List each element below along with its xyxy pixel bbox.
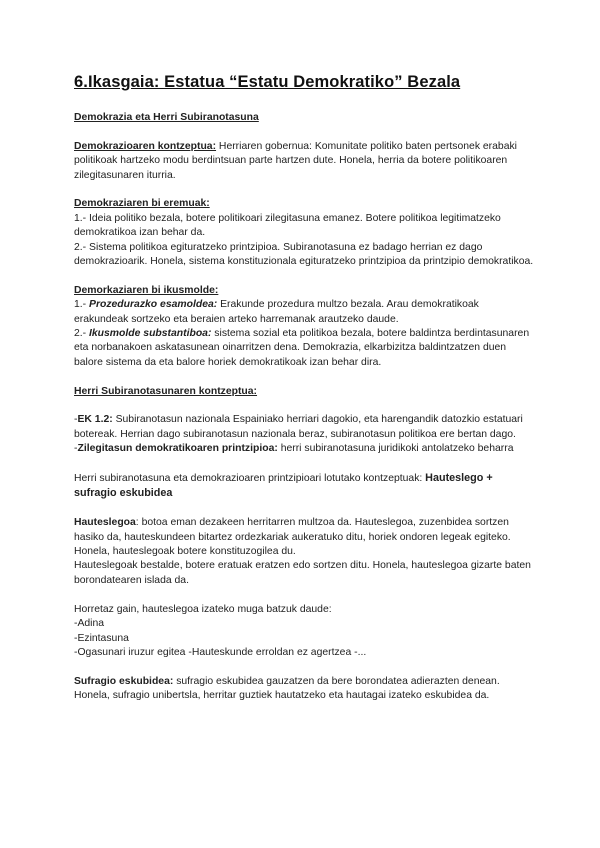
dash: -: [74, 414, 78, 426]
dash: -: [74, 443, 78, 455]
label-sufragio: Sufragio eskubidea:: [74, 675, 174, 687]
section-heading-eremuak: Demokraziaren bi eremuak:: [74, 198, 210, 210]
label-ek: EK 1.2:: [77, 414, 113, 426]
list-item-eremua-1: 1.- Ideia politiko bezala, botere politikoari zilegitasuna emanez. Botere politikoa legitimatzeko demokratikoa izan behar da.: [74, 212, 501, 239]
list-item-ikusmolde-2: [74, 327, 534, 370]
paragraph-mugak: Horretaz gain, hauteslegoa izateko muga batzuk daude:: [74, 603, 332, 615]
label-demokrazioaren-kontzeptua: Demokrazioaren kontzeptua:: [74, 140, 217, 152]
text-hauteslegoa: : botoa eman dezakeen herritarren multzoa da. Hauteslegoa, zuzenbidea sortzen hasiko da, hauteskundeen bitartez ordezkariak aukeratuko ditu, horiek ondoren legeak egiteko. Honela, hauteslegoak botere konstituzogilea du.: [74, 517, 511, 558]
text-demokrazioaren-kontzeptua: Herriaren gobernua: Komunitate politiko baten pertsonek erabaki politikoak hartzeko modu berdintsuan parte hartzen dute. Honela, herria da botere politikoaren zilegitasunaren iturria.: [74, 140, 517, 181]
text-zilegitasun: herri subiranotasuna juridikoki antolatzeko beharra: [277, 443, 514, 455]
text-substantiboa: sistema sozial eta politikoa bezala, botere baldintza berdintasunaren eta norbanakoen askatasunean oinarritzen dena. Demokrazia, elkarbizitza baldintzatzen duen balore sistema da eta balore horiek demokratikoak izan behar dira.: [74, 328, 530, 368]
label-prozedurazko: Prozedurazko esamoldea:: [89, 299, 218, 311]
text-sufragio: sufragio eskubidea gauzatzen da bere borondatea adierazten denean. Honela, sufragio unibertsla, herritar guztiek hautatzeko eta hautagai izateko eskubidea da.: [74, 675, 500, 702]
list-item-eremua-2: 2.- Sistema politikoa egituratzeko printzipioa. Subiranotasuna ez badago herrian ez dago demokrazioarik. Honela, sistema konstituzionala egituratzeko printzipioa da printzipio demokratikoa.: [74, 241, 534, 268]
paragraph-ek: [74, 413, 534, 442]
text-kontzeptuak: Herri subiranotasuna eta demokrazioaren printzipioari lotutako kontzeptuak:: [74, 473, 426, 485]
label-hauteslegoa: Hauteslegoa: [74, 517, 136, 529]
paragraph-sufragio: [74, 675, 534, 704]
paragraph-hauteslegoa: [74, 516, 534, 559]
paragraph-zilegitasun: [74, 442, 534, 456]
section-heading-herri-subiranotasuna: Herri Subiranotasunaren kontzeptua:: [74, 385, 258, 397]
list-item-muga: -Ezintasuna: [74, 632, 129, 644]
list-number: 1.-: [74, 299, 90, 311]
paragraph-hauteslegoa-2: Hauteslegoak bestalde, botere eratuak eratzen edo sortzen ditu. Honela, hauteslegoa gizarte baten borondatearen islada da.: [74, 560, 531, 586]
label-zilegitasun: Zilegitasun demokratikoaren printzipioa:: [77, 443, 278, 455]
label-hauteslego-sufragio: Hauteslego + sufragio eskubidea: [74, 472, 493, 500]
list-number: 2.-: [74, 328, 90, 340]
list-item-muga: -Ogasunari iruzur egitea -Hauteskunde erroldan ez agertzea -...: [74, 646, 367, 658]
text-prozedurazko: Erakunde prozedura multzo bezala. Arau demokratikoak erakundeak sortzeko eta beraien arteko harremanak arautzeko daude.: [74, 299, 479, 325]
text-ek: Subiranotasun nazionala Espainiako herriari dagokio, eta harengandik datozkio estatuari botereak. Herrian dago subiranotasun nazionala beraz, subiranotasun politikoa ere bertan dago.: [74, 414, 523, 440]
section-heading-ikusmolde: Demorkaziaren bi ikusmolde:: [74, 284, 219, 296]
document-body: [74, 111, 534, 704]
list-item-muga: -Adina: [74, 618, 105, 630]
paragraph-demokrazioaren-kontzeptua: [74, 140, 534, 183]
list-item-ikusmolde-1: [74, 298, 534, 327]
label-substantiboa: Ikusmolde substantiboa:: [89, 328, 212, 340]
paragraph-kontzeptuak: [74, 471, 534, 502]
page-title: 6.Ikasgaia: Estatua “Estatu Demokratiko” Bezala: [74, 73, 461, 91]
section-heading-demokrazia: Demokrazia eta Herri Subiranotasuna: [74, 112, 259, 123]
